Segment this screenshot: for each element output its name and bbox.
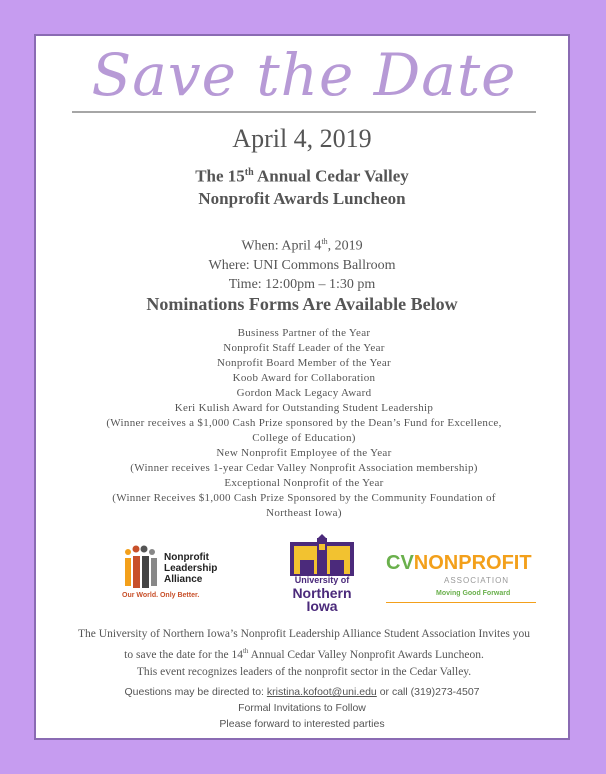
campanile-icon xyxy=(282,534,362,578)
cv-underline xyxy=(386,602,536,603)
award-note: (Winner receives a $1,000 Cash Prize sponsored by the Dean’s Fund for Excellence, xyxy=(106,417,502,429)
award-note: (Winner receives 1-year Cedar Valley Nonprofit Association membership) xyxy=(130,462,478,474)
event-time: Time: 12:00pm – 1:30 pm xyxy=(228,276,376,292)
university-of-northern-iowa-logo xyxy=(282,534,362,620)
sponsor-logos xyxy=(36,534,568,624)
forward-note: Please forward to interested parties xyxy=(219,718,385,730)
cv-tagline: Moving Good Forward xyxy=(436,590,511,597)
award-item: Gordon Mack Legacy Award xyxy=(236,387,372,399)
formal-invitations-note: Formal Invitations to Follow xyxy=(238,702,366,714)
award-item: New Nonprofit Employee of the Year xyxy=(216,447,392,459)
awards-list xyxy=(76,326,532,521)
event-where: Where: UNI Commons Ballroom xyxy=(208,257,396,273)
award-note: College of Education) xyxy=(252,432,356,444)
cv-association-label: ASSOCIATION xyxy=(444,576,510,585)
headline-divider xyxy=(72,111,536,113)
nominations-heading: Nominations Forms Are Available Below xyxy=(146,294,458,314)
event-title-line1: The 15th Annual Cedar Valley xyxy=(195,166,409,186)
award-note: Northeast Iowa) xyxy=(266,507,342,519)
cv-nonprofit-association-logo xyxy=(386,552,536,612)
save-the-date-headline: Save the Date xyxy=(91,41,517,109)
award-item: Business Partner of the Year xyxy=(237,327,371,339)
award-item: Koob Award for Collaboration xyxy=(232,372,376,384)
people-group-icon xyxy=(122,544,162,590)
contact-info: Questions may be directed to: kristina.kofoot@uni.edu or call (319)273-4507 Formal Invitations to Follow Please forward to interested parties xyxy=(36,684,568,732)
nonprofit-leadership-alliance-logo xyxy=(122,544,232,600)
nla-wordmark: Nonprofit Leadership Alliance xyxy=(164,552,218,585)
cv-nonprofit-wordmark: CVNONPROFIT xyxy=(386,552,532,574)
event-title xyxy=(36,162,568,210)
event-title-line2: Nonprofit Awards Luncheon xyxy=(198,188,406,208)
award-item: Exceptional Nonprofit of the Year xyxy=(224,477,384,489)
event-when: When: April 4th, 2019 xyxy=(241,237,363,254)
award-item: Keri Kulish Award for Outstanding Student Leadership xyxy=(174,402,434,414)
event-date: April 4, 2019 xyxy=(232,124,372,153)
award-item: Nonprofit Staff Leader of the Year xyxy=(223,342,385,354)
uni-wordmark: University of Northern Iowa xyxy=(292,575,352,614)
award-note: (Winner Receives $1,000 Cash Prize Sponsored by the Community Foundation of xyxy=(112,492,496,504)
event-details xyxy=(36,232,568,294)
award-item: Nonprofit Board Member of the Year xyxy=(217,357,391,369)
contact-email-link[interactable]: kristina.kofoot@uni.edu xyxy=(266,686,377,698)
nla-tagline: Our World. Only Better. xyxy=(122,592,200,599)
about-paragraph: The University of Northern Iowa’s Nonprofit Leadership Alliance Student Association Invites you to save the date for the 14th Annual Cedar Valley Nonprofit Awards Luncheon. This event recognizes leaders of the nonprofit sector in the Cedar Valley. xyxy=(78,628,530,678)
flyer-page xyxy=(34,34,570,740)
